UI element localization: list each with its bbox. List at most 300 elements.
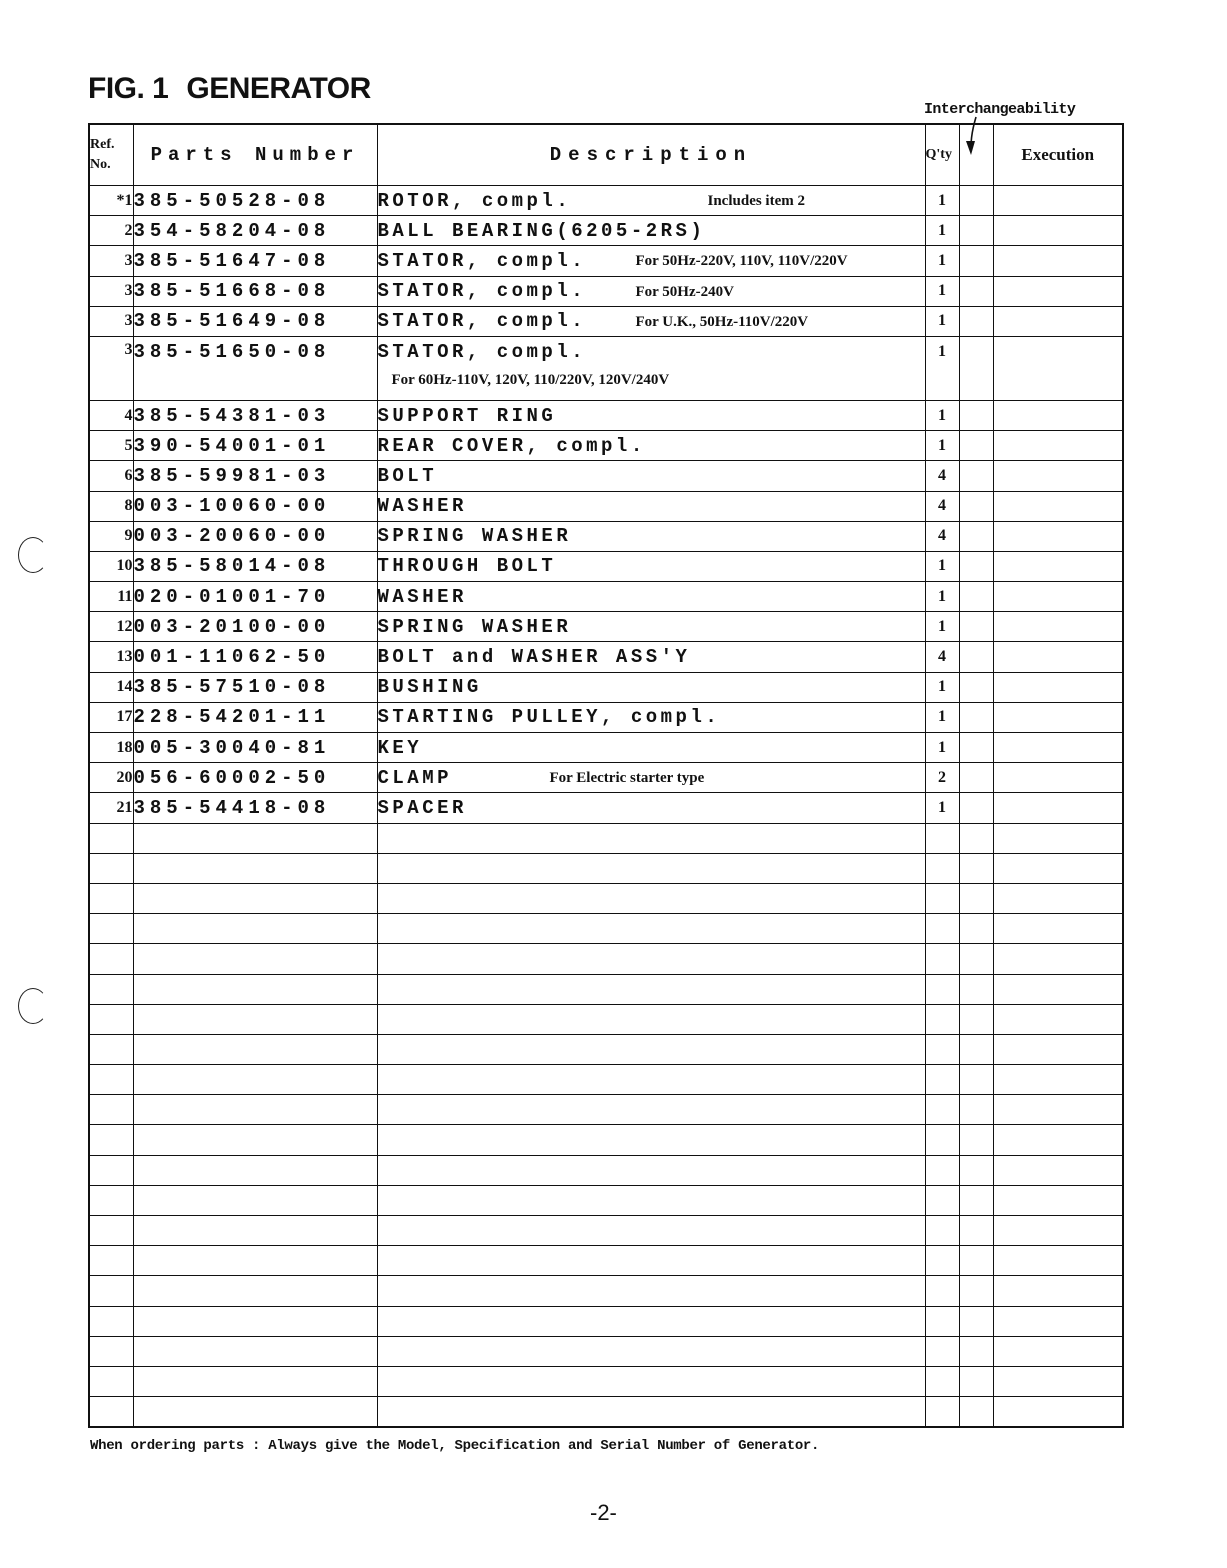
punch-hole-mark: [18, 988, 48, 1024]
parts-number-cell: 001-11062-50: [133, 642, 377, 672]
empty-cell: [925, 853, 959, 883]
empty-cell: [89, 974, 133, 1004]
qty-cell: 1: [925, 246, 959, 276]
description-text: BUSHING: [377, 676, 482, 699]
execution-cell: [993, 672, 1123, 702]
qty-cell: 1: [925, 276, 959, 306]
description-text: SPRING WASHER: [377, 615, 572, 638]
empty-cell: [959, 1034, 993, 1064]
empty-cell: [993, 1034, 1123, 1064]
table-row: [89, 461, 1123, 491]
empty-cell: [133, 1306, 377, 1336]
empty-cell: [959, 1125, 993, 1155]
interchangeability-cell: [959, 642, 993, 672]
empty-table-row: [89, 1185, 1123, 1215]
table-row: [89, 186, 1123, 216]
empty-cell: [993, 1125, 1123, 1155]
execution-cell: [993, 306, 1123, 336]
ref-no-cell: 17: [89, 702, 133, 732]
description-cell: [377, 336, 925, 400]
empty-cell: [993, 944, 1123, 974]
header-interchangeability: [959, 124, 993, 186]
empty-cell: [925, 1216, 959, 1246]
empty-cell: [959, 883, 993, 913]
description-text: CLAMP: [377, 766, 453, 789]
empty-cell: [377, 823, 925, 853]
ref-no-cell: 3: [89, 336, 133, 400]
empty-cell: [925, 1276, 959, 1306]
description-text: BALL BEARING(6205-2RS): [377, 219, 706, 242]
interchangeability-cell: [959, 186, 993, 216]
description-cell: [377, 793, 925, 823]
empty-cell: [993, 1155, 1123, 1185]
description-text: BOLT and WASHER ASS'Y: [377, 646, 691, 669]
description-cell: [377, 733, 925, 763]
description-text: SUPPORT RING: [377, 404, 557, 427]
empty-table-row: [89, 1216, 1123, 1246]
header-description: Description: [377, 124, 925, 186]
empty-cell: [89, 883, 133, 913]
execution-cell: [993, 612, 1123, 642]
empty-cell: [959, 944, 993, 974]
empty-cell: [993, 1065, 1123, 1095]
empty-cell: [377, 1246, 925, 1276]
interchangeability-cell: [959, 431, 993, 461]
empty-table-row: [89, 883, 1123, 913]
description-cell: [377, 551, 925, 581]
ref-no-cell: *1: [89, 186, 133, 216]
empty-cell: [89, 1336, 133, 1366]
empty-cell: [959, 1095, 993, 1125]
empty-table-row: [89, 944, 1123, 974]
empty-cell: [377, 883, 925, 913]
empty-cell: [133, 1397, 377, 1428]
empty-table-row: [89, 853, 1123, 883]
empty-cell: [959, 853, 993, 883]
empty-cell: [925, 1065, 959, 1095]
description-note: For 60Hz-110V, 120V, 110/220V, 120V/240V: [391, 371, 670, 388]
table-row: [89, 306, 1123, 336]
empty-cell: [993, 853, 1123, 883]
empty-cell: [993, 914, 1123, 944]
empty-table-row: [89, 1065, 1123, 1095]
empty-table-row: [89, 1366, 1123, 1396]
execution-cell: [993, 702, 1123, 732]
empty-cell: [133, 1276, 377, 1306]
description-text: ROTOR, compl.: [377, 189, 572, 212]
empty-cell: [377, 1306, 925, 1336]
interchangeability-label: Interchangeability: [924, 101, 1076, 118]
empty-table-row: [89, 1004, 1123, 1034]
empty-cell: [959, 1276, 993, 1306]
execution-cell: [993, 400, 1123, 430]
empty-cell: [959, 1065, 993, 1095]
qty-cell: 1: [925, 400, 959, 430]
empty-table-row: [89, 1034, 1123, 1064]
empty-cell: [133, 1004, 377, 1034]
empty-cell: [377, 1065, 925, 1095]
ref-no-cell: 21: [89, 793, 133, 823]
execution-cell: [993, 246, 1123, 276]
ref-no-cell: 9: [89, 521, 133, 551]
empty-cell: [133, 1155, 377, 1185]
execution-cell: [993, 276, 1123, 306]
description-text: STATOR, compl.: [377, 280, 587, 303]
table-row: [89, 521, 1123, 551]
empty-cell: [377, 1366, 925, 1396]
empty-table-row: [89, 1276, 1123, 1306]
qty-cell: 4: [925, 491, 959, 521]
description-text: WASHER: [377, 495, 467, 518]
interchangeability-cell: [959, 336, 993, 400]
empty-cell: [89, 1004, 133, 1034]
empty-cell: [925, 1246, 959, 1276]
interchangeability-cell: [959, 793, 993, 823]
interchangeability-cell: [959, 733, 993, 763]
empty-cell: [89, 1065, 133, 1095]
parts-number-cell: 228-54201-11: [133, 702, 377, 732]
empty-cell: [959, 1366, 993, 1396]
empty-table-row: [89, 1155, 1123, 1185]
empty-cell: [993, 1095, 1123, 1125]
empty-cell: [133, 1095, 377, 1125]
description-cell: [377, 461, 925, 491]
description-cell: [377, 276, 925, 306]
table-row: [89, 431, 1123, 461]
empty-cell: [993, 1185, 1123, 1215]
empty-cell: [959, 914, 993, 944]
execution-cell: [993, 763, 1123, 793]
empty-cell: [925, 944, 959, 974]
interchangeability-cell: [959, 216, 993, 246]
execution-cell: [993, 431, 1123, 461]
empty-cell: [377, 1276, 925, 1306]
description-text: KEY: [377, 736, 423, 759]
description-text: STARTING PULLEY, compl.: [377, 706, 721, 729]
empty-cell: [993, 1306, 1123, 1336]
interchangeability-cell: [959, 672, 993, 702]
interchangeability-cell: [959, 461, 993, 491]
empty-cell: [133, 1125, 377, 1155]
empty-cell: [925, 883, 959, 913]
empty-table-row: [89, 914, 1123, 944]
description-cell: [377, 431, 925, 461]
empty-cell: [959, 1246, 993, 1276]
header-parts-number: Parts Number: [133, 124, 377, 186]
description-cell: [377, 400, 925, 430]
empty-cell: [133, 1185, 377, 1215]
qty-cell: 1: [925, 216, 959, 246]
empty-cell: [89, 1276, 133, 1306]
empty-cell: [925, 974, 959, 1004]
empty-cell: [89, 1185, 133, 1215]
qty-cell: 4: [925, 461, 959, 491]
empty-cell: [993, 1246, 1123, 1276]
empty-cell: [377, 1125, 925, 1155]
ref-no-cell: 18: [89, 733, 133, 763]
execution-cell: [993, 793, 1123, 823]
qty-cell: 1: [925, 431, 959, 461]
empty-cell: [89, 1216, 133, 1246]
empty-cell: [133, 914, 377, 944]
ref-no-cell: 4: [89, 400, 133, 430]
empty-cell: [133, 883, 377, 913]
description-note: For 50Hz-220V, 110V, 110V/220V: [635, 253, 848, 270]
empty-table-row: [89, 1095, 1123, 1125]
table-row: [89, 672, 1123, 702]
interchangeability-cell: [959, 246, 993, 276]
empty-cell: [133, 853, 377, 883]
header-qty: Q'ty: [925, 124, 959, 186]
table-row: [89, 216, 1123, 246]
description-cell: [377, 491, 925, 521]
interchangeability-cell: [959, 612, 993, 642]
empty-cell: [925, 914, 959, 944]
description-note: For U.K., 50Hz-110V/220V: [635, 313, 809, 330]
qty-cell: 1: [925, 306, 959, 336]
description-cell: [377, 702, 925, 732]
table-row: [89, 612, 1123, 642]
parts-number-cell: 385-58014-08: [133, 551, 377, 581]
description-cell: [377, 763, 925, 793]
empty-cell: [89, 1306, 133, 1336]
ref-no-cell: 11: [89, 582, 133, 612]
interchangeability-cell: [959, 306, 993, 336]
empty-table-row: [89, 1306, 1123, 1336]
empty-table-row: [89, 1125, 1123, 1155]
parts-number-cell: 003-10060-00: [133, 491, 377, 521]
empty-cell: [959, 1155, 993, 1185]
empty-cell: [925, 823, 959, 853]
qty-cell: 1: [925, 612, 959, 642]
parts-number-cell: 385-51650-08: [133, 336, 377, 400]
parts-number-cell: 385-54381-03: [133, 400, 377, 430]
empty-cell: [925, 1336, 959, 1366]
qty-cell: 4: [925, 521, 959, 551]
interchangeability-cell: [959, 276, 993, 306]
description-cell: [377, 672, 925, 702]
parts-table-body: [89, 186, 1123, 1428]
empty-cell: [993, 883, 1123, 913]
header-ref-no: Ref. No.: [89, 124, 133, 186]
empty-cell: [133, 944, 377, 974]
parts-number-cell: 385-51647-08: [133, 246, 377, 276]
empty-cell: [993, 1336, 1123, 1366]
parts-number-cell: 003-20100-00: [133, 612, 377, 642]
empty-cell: [377, 944, 925, 974]
empty-cell: [925, 1095, 959, 1125]
description-text: WASHER: [377, 585, 467, 608]
description-cell: [377, 521, 925, 551]
ref-no-cell: 5: [89, 431, 133, 461]
empty-cell: [89, 1034, 133, 1064]
empty-cell: [925, 1155, 959, 1185]
ref-no-cell: 10: [89, 551, 133, 581]
description-cell: [377, 582, 925, 612]
empty-cell: [89, 914, 133, 944]
qty-cell: 1: [925, 582, 959, 612]
empty-cell: [89, 1155, 133, 1185]
qty-cell: 1: [925, 551, 959, 581]
parts-number-cell: 005-30040-81: [133, 733, 377, 763]
parts-number-cell: 385-59981-03: [133, 461, 377, 491]
parts-number-cell: 385-57510-08: [133, 672, 377, 702]
table-row: [89, 551, 1123, 581]
empty-cell: [959, 1185, 993, 1215]
empty-cell: [133, 1336, 377, 1366]
table-row: [89, 763, 1123, 793]
qty-cell: 1: [925, 733, 959, 763]
empty-cell: [993, 1397, 1123, 1428]
empty-cell: [993, 1276, 1123, 1306]
figure-name: GENERATOR: [186, 72, 371, 105]
qty-cell: 1: [925, 702, 959, 732]
ref-no-cell: 13: [89, 642, 133, 672]
description-cell: [377, 216, 925, 246]
empty-cell: [959, 823, 993, 853]
table-row: [89, 733, 1123, 763]
description-text: BOLT: [377, 464, 438, 487]
qty-cell: 4: [925, 642, 959, 672]
description-text: STATOR, compl.: [377, 340, 587, 363]
empty-cell: [925, 1397, 959, 1428]
empty-table-row: [89, 1397, 1123, 1428]
table-row: [89, 702, 1123, 732]
description-text: STATOR, compl.: [377, 310, 587, 333]
empty-cell: [133, 1366, 377, 1396]
ordering-note: When ordering parts : Always give the Model, Specification and Serial Number of Generator.: [90, 1438, 820, 1454]
execution-cell: [993, 582, 1123, 612]
punch-hole-mark: [18, 537, 48, 573]
description-cell: [377, 186, 925, 216]
empty-cell: [89, 1125, 133, 1155]
empty-cell: [377, 1397, 925, 1428]
empty-cell: [959, 974, 993, 1004]
header-execution: Execution: [993, 124, 1123, 186]
empty-cell: [377, 914, 925, 944]
empty-cell: [377, 1336, 925, 1366]
parts-table: [88, 123, 1124, 1428]
empty-cell: [377, 1034, 925, 1064]
description-cell: [377, 246, 925, 276]
qty-cell: 1: [925, 186, 959, 216]
empty-cell: [89, 1397, 133, 1428]
empty-cell: [377, 1155, 925, 1185]
interchangeability-cell: [959, 702, 993, 732]
empty-cell: [959, 1216, 993, 1246]
figure-number: FIG. 1: [88, 72, 169, 105]
parts-number-cell: 003-20060-00: [133, 521, 377, 551]
empty-cell: [377, 1004, 925, 1034]
empty-cell: [89, 944, 133, 974]
interchangeability-cell: [959, 400, 993, 430]
table-row: [89, 642, 1123, 672]
description-text: STATOR, compl.: [377, 249, 587, 272]
execution-cell: [993, 461, 1123, 491]
table-row: [89, 336, 1123, 400]
empty-cell: [993, 1004, 1123, 1034]
description-note: For 50Hz-240V: [635, 283, 734, 300]
description-text: THROUGH BOLT: [377, 555, 557, 578]
description-cell: [377, 612, 925, 642]
table-row: [89, 793, 1123, 823]
empty-cell: [377, 974, 925, 1004]
empty-cell: [89, 823, 133, 853]
empty-cell: [993, 1366, 1123, 1396]
ref-no-cell: 6: [89, 461, 133, 491]
empty-table-row: [89, 1336, 1123, 1366]
empty-cell: [133, 1246, 377, 1276]
table-row: [89, 491, 1123, 521]
execution-cell: [993, 186, 1123, 216]
parts-number-cell: 354-58204-08: [133, 216, 377, 246]
execution-cell: [993, 491, 1123, 521]
execution-cell: [993, 733, 1123, 763]
qty-cell: 1: [925, 793, 959, 823]
empty-cell: [925, 1185, 959, 1215]
empty-cell: [377, 1216, 925, 1246]
parts-number-cell: 020-01001-70: [133, 582, 377, 612]
page-number: -2-: [590, 1500, 617, 1525]
parts-number-cell: 056-60002-50: [133, 763, 377, 793]
empty-cell: [89, 1095, 133, 1125]
execution-cell: [993, 521, 1123, 551]
empty-cell: [993, 974, 1123, 1004]
parts-number-cell: 385-51649-08: [133, 306, 377, 336]
description-note: Includes item 2: [707, 193, 805, 209]
table-header-row: [89, 124, 1123, 186]
empty-cell: [925, 1125, 959, 1155]
empty-cell: [133, 1216, 377, 1246]
ref-no-cell: 20: [89, 763, 133, 793]
empty-table-row: [89, 1246, 1123, 1276]
empty-cell: [133, 1065, 377, 1095]
empty-cell: [377, 853, 925, 883]
empty-cell: [133, 1034, 377, 1064]
interchangeability-cell: [959, 582, 993, 612]
empty-cell: [925, 1366, 959, 1396]
ref-no-cell: 14: [89, 672, 133, 702]
execution-cell: [993, 642, 1123, 672]
execution-cell: [993, 336, 1123, 400]
empty-cell: [959, 1336, 993, 1366]
empty-cell: [89, 853, 133, 883]
qty-cell: 1: [925, 672, 959, 702]
table-row: [89, 276, 1123, 306]
interchangeability-cell: [959, 491, 993, 521]
interchangeability-cell: [959, 551, 993, 581]
ref-no-cell: 3: [89, 246, 133, 276]
table-row: [89, 582, 1123, 612]
empty-cell: [925, 1004, 959, 1034]
empty-cell: [925, 1306, 959, 1336]
qty-cell: 2: [925, 763, 959, 793]
empty-cell: [377, 1095, 925, 1125]
ref-no-cell: 3: [89, 306, 133, 336]
description-cell: [377, 642, 925, 672]
parts-number-cell: 385-50528-08: [133, 186, 377, 216]
description-text: SPRING WASHER: [377, 525, 572, 548]
execution-cell: [993, 551, 1123, 581]
empty-cell: [959, 1397, 993, 1428]
interchangeability-cell: [959, 763, 993, 793]
empty-cell: [993, 1216, 1123, 1246]
interchangeability-cell: [959, 521, 993, 551]
ref-no-cell: 12: [89, 612, 133, 642]
empty-cell: [89, 1246, 133, 1276]
description-cell: [377, 306, 925, 336]
empty-cell: [377, 1185, 925, 1215]
